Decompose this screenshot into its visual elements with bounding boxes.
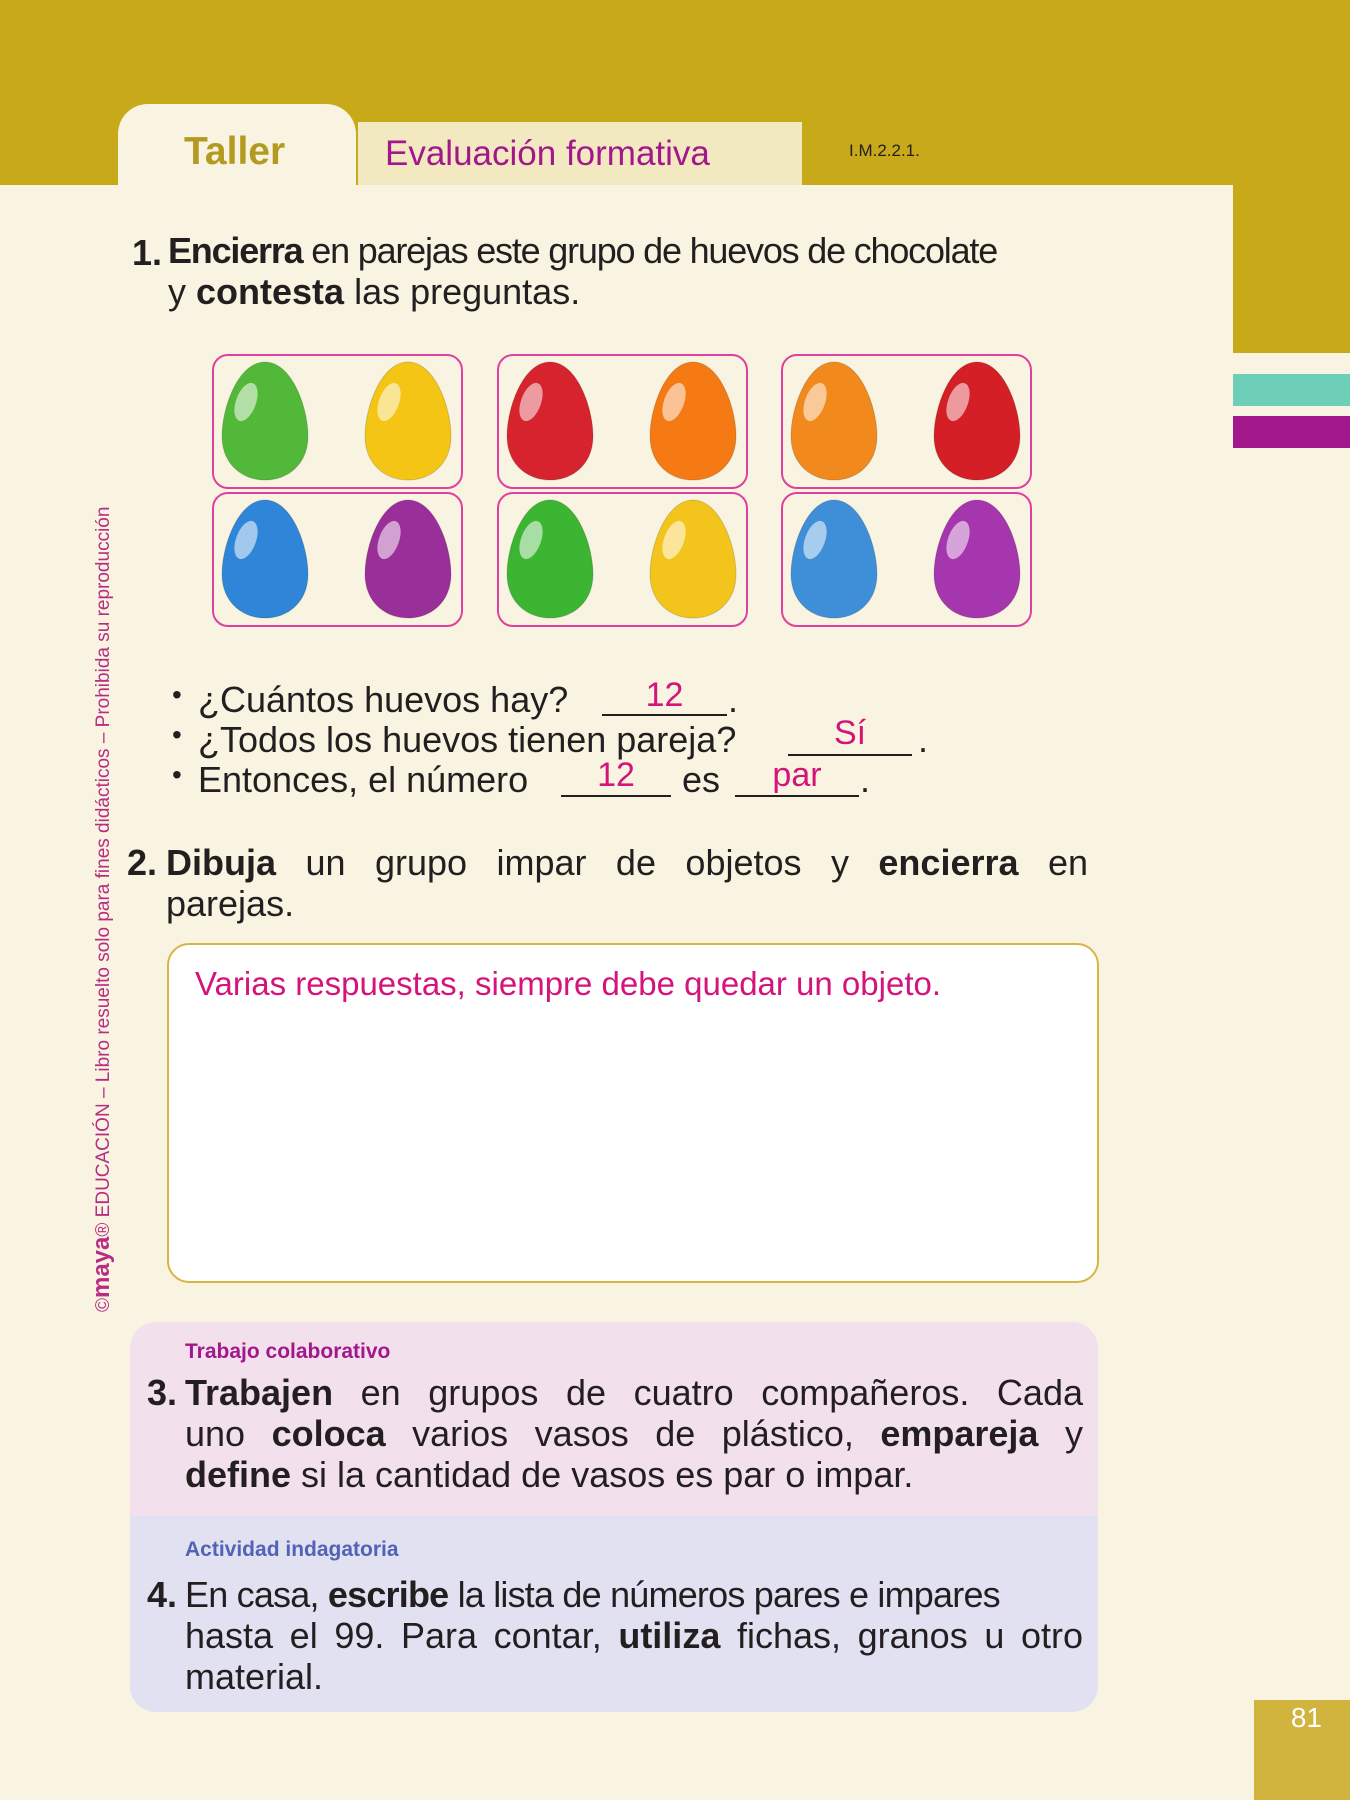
q4-number: 4. — [147, 1574, 178, 1615]
egg-icon — [787, 496, 881, 622]
bullet-2-end: . — [918, 719, 929, 760]
egg-icon — [646, 358, 740, 484]
collaborative-panel — [130, 1322, 1098, 1516]
q2-number: 2. — [127, 842, 158, 883]
q4-text1a: En casa, — [185, 1574, 328, 1615]
skill-code: I.M.2.2.1. — [849, 141, 920, 160]
egg-icon — [930, 496, 1024, 622]
egg-icon — [503, 358, 597, 484]
q2-line1 — [166, 842, 1088, 883]
egg-icon — [787, 358, 881, 484]
q3-bold-define: define — [185, 1454, 292, 1495]
bullet-3: • Entonces, el número — [172, 759, 529, 800]
page-number: 81 — [1290, 1702, 1322, 1733]
bullet-1-end: . — [728, 679, 739, 720]
egg-icon — [218, 358, 312, 484]
q1-bold-encierra: Encierra — [168, 230, 303, 271]
answer-line — [561, 795, 671, 797]
q1-line1-text: en parejas este grupo de huevos de chocolate — [302, 230, 998, 271]
q4-bold-utiliza: utiliza — [618, 1615, 721, 1656]
q3-line1 — [185, 1372, 1083, 1413]
q3-bold-empareja: empareja — [880, 1413, 1039, 1454]
q3-text2b: varios vasos de plástico, — [385, 1413, 881, 1454]
brand-logo: maya — [88, 1236, 115, 1298]
egg-icon — [930, 358, 1024, 484]
q3-text3: si la cantidad de vasos es par o impar. — [291, 1454, 914, 1495]
egg-icon — [361, 496, 455, 622]
q2-text1: un grupo impar de objetos y — [276, 842, 879, 883]
evaluacion-label: Evaluación formativa — [385, 134, 710, 173]
q4-text2a: hasta el 99. Para contar, — [185, 1615, 619, 1656]
q4-line2 — [185, 1615, 1083, 1656]
drawing-box[interactable] — [167, 943, 1099, 1283]
q3-bold-coloca: coloca — [271, 1413, 386, 1454]
q4-line1 — [185, 1574, 1083, 1615]
q4-bold-escribe: escribe — [327, 1574, 449, 1615]
q4-line3: material. — [185, 1656, 324, 1697]
taller-tab — [118, 104, 356, 186]
q3-text2c: y — [1038, 1413, 1083, 1454]
q1-line2 — [168, 271, 580, 312]
q2-bold-encierra: encierra — [878, 842, 1019, 883]
egg-icon — [646, 496, 740, 622]
collab-label: Trabajo colaborativo — [185, 1340, 391, 1363]
answer-3b: par — [772, 756, 822, 794]
q1-line1 — [168, 230, 1093, 271]
copyright-text: EDUCACIÓN – Libro resuelto solo para fines didácticos – Prohibida su reproducción — [93, 506, 114, 1218]
q2-line2: parejas. — [166, 883, 295, 924]
bullet-3-text-b: es — [682, 759, 721, 800]
bullet-2: • ¿Todos los huevos tienen pareja? — [172, 719, 737, 760]
q2-bold-dibuja: Dibuja — [166, 842, 277, 883]
q3-line2 — [185, 1413, 1083, 1454]
bullet-1: • ¿Cuántos huevos hay? — [172, 679, 569, 720]
q1-line2-rest: las preguntas. — [344, 271, 581, 312]
taller-label: Taller — [184, 130, 286, 173]
q3-line3 — [185, 1454, 913, 1495]
q3-text1: en grupos de cuatro compañeros. Cada — [333, 1372, 1083, 1413]
bullet-2-text: ¿Todos los huevos tienen pareja? — [198, 719, 737, 760]
q2-text2: en — [1018, 842, 1089, 883]
answer-1: 12 — [645, 676, 684, 714]
answer-3a: 12 — [597, 756, 635, 794]
egg-icon — [361, 358, 455, 484]
right-band — [1233, 185, 1350, 353]
inquiry-panel — [130, 1516, 1098, 1712]
answer-2: Sí — [833, 714, 867, 752]
answer-line — [602, 714, 727, 716]
q3-bold-trabajen: Trabajen — [185, 1372, 334, 1413]
inquiry-label: Actividad indagatoria — [185, 1538, 399, 1561]
answer-line — [735, 795, 859, 797]
drawing-answer: Varias respuestas, siempre debe quedar un objeto. — [195, 965, 942, 1002]
bullet-3-text-a: Entonces, el número — [198, 759, 529, 800]
q1-bold-contesta: contesta — [196, 271, 345, 312]
bullet-3-end: . — [860, 759, 871, 800]
q4-text2b: fichas, granos u otro — [720, 1615, 1083, 1656]
bullet-1-text: ¿Cuántos huevos hay? — [198, 679, 569, 720]
q4-text1b: la lista de números pares e impares — [448, 1574, 1000, 1615]
magenta-stripe — [1233, 416, 1350, 448]
q3-number: 3. — [147, 1372, 178, 1413]
q1-line2-a: y — [168, 271, 197, 312]
egg-icon — [218, 496, 312, 622]
teal-stripe — [1233, 374, 1350, 406]
evaluacion-tab — [358, 122, 802, 185]
egg-icon — [503, 496, 597, 622]
q1-number: 1. — [132, 232, 163, 273]
copyright-sidebar: ©maya® EDUCACIÓN – Libro resuelto solo para fines didácticos – Prohibida su reproducción — [88, 506, 115, 1312]
q3-text2a: uno — [185, 1413, 272, 1454]
